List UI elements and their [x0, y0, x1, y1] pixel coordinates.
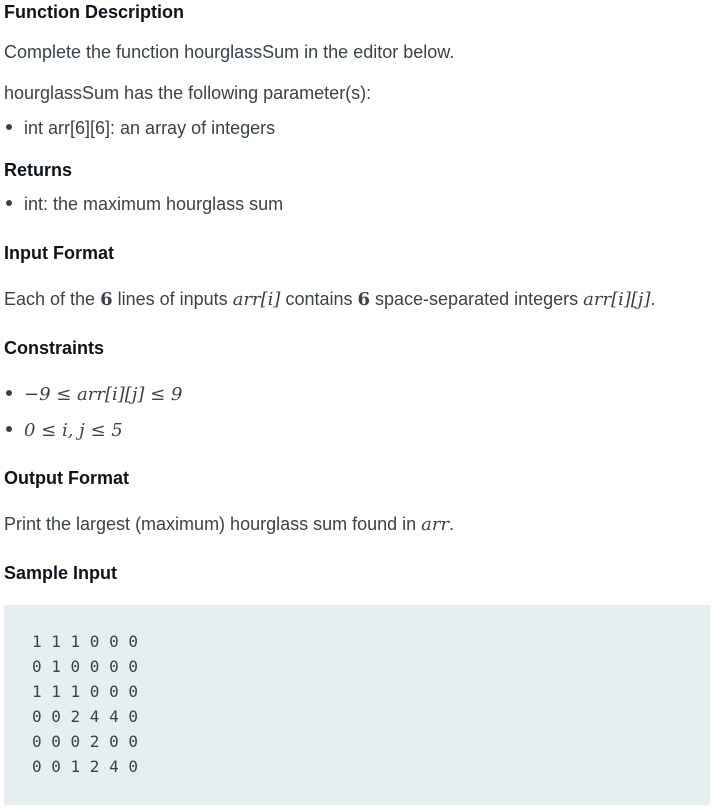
- math-expression: arr[i][j]: [583, 289, 651, 310]
- sample-input-code: [32, 629, 138, 779]
- code-line: 1 1 1 0 0 0: [32, 632, 138, 651]
- math-expression: arr: [421, 514, 450, 535]
- bullet-icon: [6, 200, 12, 206]
- sample-input-code-block: [4, 605, 710, 805]
- math-number: 6: [100, 289, 113, 310]
- text-span: .: [449, 514, 455, 534]
- constraint-item: [6, 418, 123, 443]
- output-format-heading: Output Format: [4, 468, 129, 488]
- text-span: Print the largest (maximum) hourglass sum found in: [4, 514, 422, 534]
- text-span: contains: [280, 289, 358, 309]
- params-intro-text: hourglassSum has the following parameter(s):: [4, 83, 372, 103]
- text-span: lines of inputs: [112, 289, 233, 309]
- constraint-text: −9 ≤ arr[i][j] ≤ 9: [24, 384, 183, 405]
- input-format-heading: Input Format: [4, 243, 114, 263]
- constraint-text: 0 ≤ i, j ≤ 5: [24, 420, 123, 441]
- output-format-text: [4, 512, 454, 537]
- text-span: .: [650, 289, 656, 309]
- sample-input-heading: Sample Input: [4, 563, 118, 583]
- bullet-icon: [6, 390, 12, 396]
- constraints-section: [4, 337, 104, 359]
- function-intro-text: Complete the function hourglassSum in the editor below.: [4, 42, 455, 62]
- math-number: 6: [357, 289, 371, 310]
- input-format-text: [4, 287, 656, 312]
- returns-section: [4, 159, 72, 181]
- code-line: 0 0 0 2 0 0: [32, 732, 138, 751]
- input-format-section: [4, 242, 114, 264]
- function-description-heading: Function Description: [4, 2, 184, 22]
- code-line: 0 0 2 4 4 0: [32, 707, 138, 726]
- code-line: 0 0 1 2 4 0: [32, 757, 138, 776]
- constraint-item: [6, 382, 182, 407]
- text-span: Each of the: [4, 289, 101, 309]
- constraints-heading: Constraints: [4, 338, 105, 358]
- code-line: 0 1 0 0 0 0: [32, 657, 138, 676]
- param-list-item: [6, 116, 275, 140]
- text-span: space-separated integers: [370, 289, 584, 309]
- returns-heading: Returns: [4, 160, 73, 180]
- returns-list-item: [6, 192, 283, 216]
- sample-input-section: [4, 562, 117, 584]
- math-expression: arr[i]: [232, 289, 281, 310]
- function-description-section: [4, 1, 184, 23]
- output-format-section: [4, 467, 129, 489]
- bullet-icon: [6, 426, 12, 432]
- bullet-icon: [6, 124, 12, 130]
- code-line: 1 1 1 0 0 0: [32, 682, 138, 701]
- param-text: int arr[6][6]: an array of integers: [24, 118, 276, 138]
- returns-text: int: the maximum hourglass sum: [24, 194, 284, 214]
